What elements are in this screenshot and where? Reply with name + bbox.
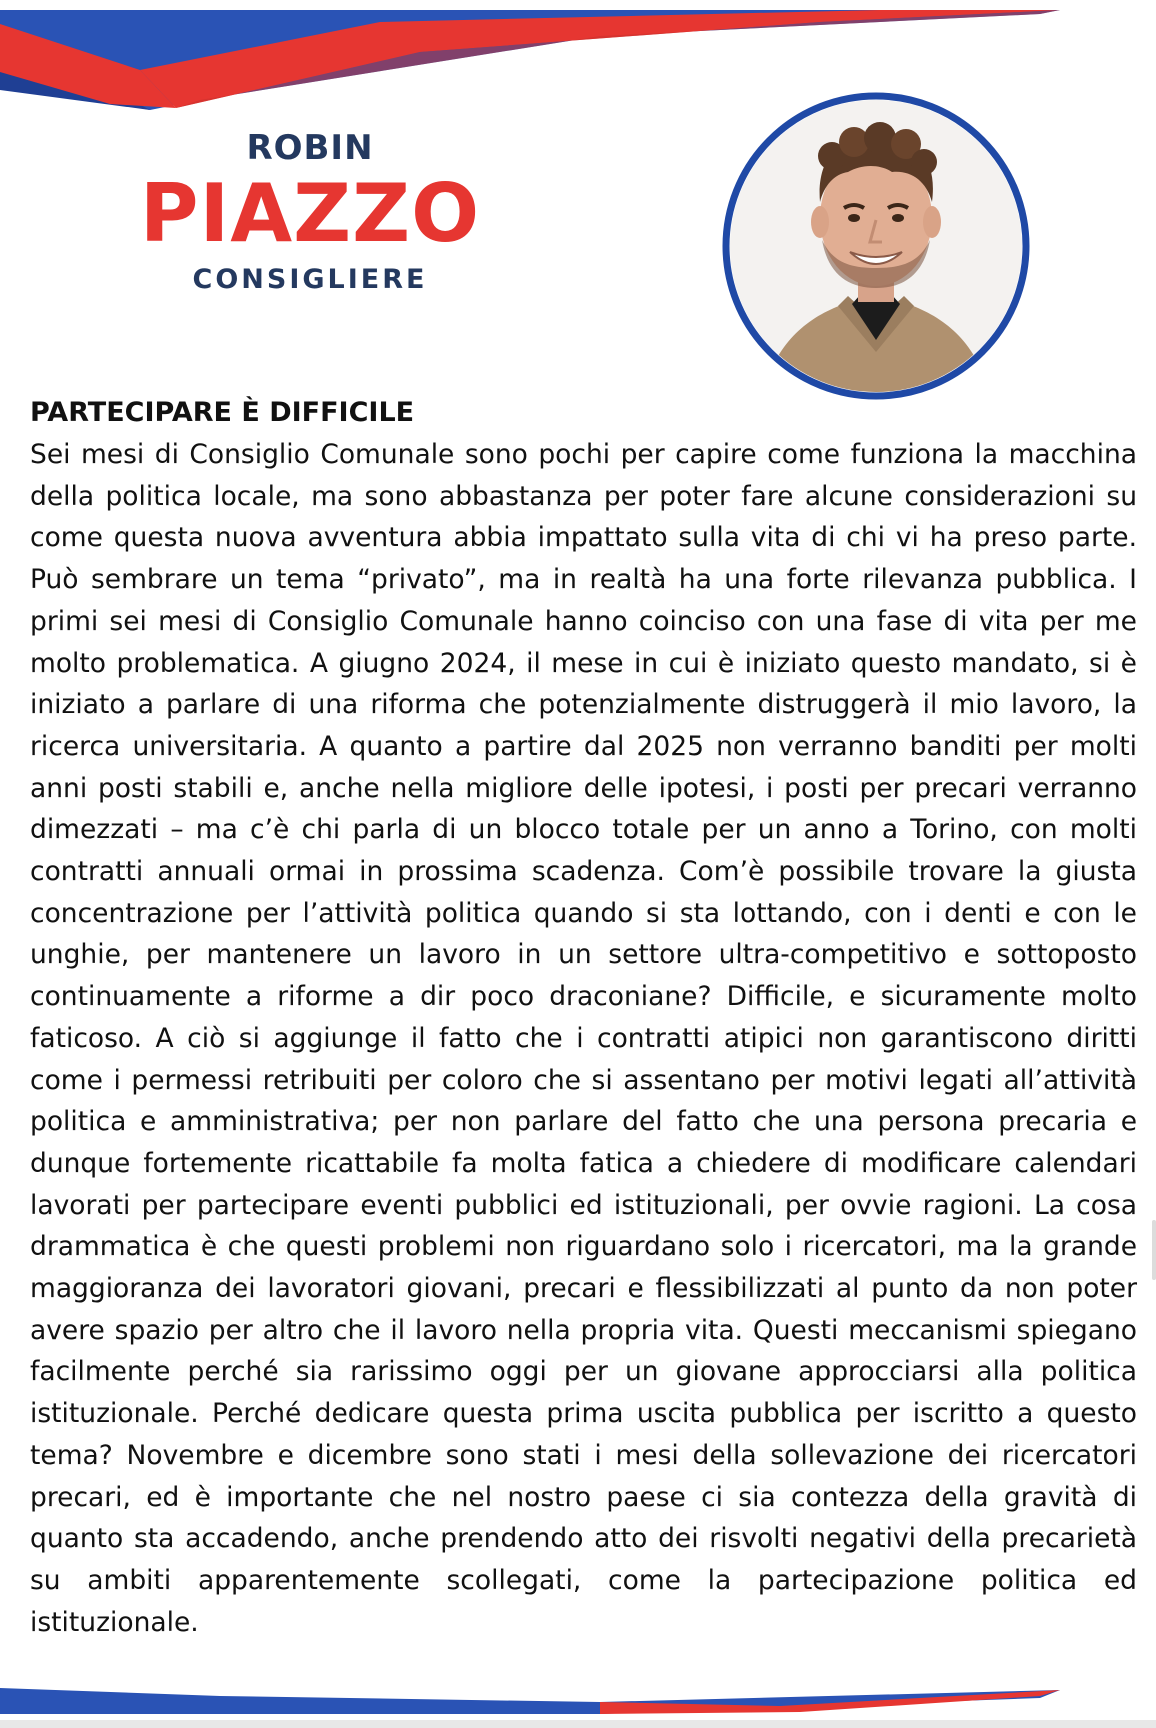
first-name: ROBIN: [246, 128, 374, 168]
article-body: Sei mesi di Consiglio Comunale sono pochi per capire come funziona la macchina della politica locale, ma sono abbastanza per poter fare alcune considerazioni su come questa nuova avventura abbia impattato sulla vita di chi vi ha preso parte. Può sembrare un tema “privato”, ma in realtà ha una forte rilevanza pubblica. I primi sei mesi di Consiglio Comunale hanno coinciso con una fase di vita per me molto problematica. A giugno 2024, il mese in cui è iniziato questo mandato, si è iniziato a parlare di una riforma che potenzialmente distruggerà il mio lavoro, la ricerca universitaria. A quanto a partire dal 2025 non verranno banditi per molti anni posti stabili e, anche nella migliore delle ipotesi, i posti per precari verranno dimezzati – ma c’è chi parla di un blocco totale per un anno a Torino, con molti contratti annuali ormai in prossima scadenza. Com’è possibile trovare la giusta concentrazione per l’attività politica quando si sta lottando, con i denti e con le unghie, per mantenere un lavoro in un settore ultra-competitivo e sottoposto continuamente a riforme a dir poco draconiane? Difficile, e sicuramente molto faticoso. A ciò si aggiunge il fatto che i contratti atipici non garantiscono diritti come i permessi retribuiti per coloro che si assentano per motivi legati all’attività politica e amministrativa; per non parlare del fatto che una persona precaria e dunque fortemente ricattabile fa molta fatica a chiedere di modificare calendari lavorati per partecipare eventi pubblici ed istituzionali, per ovvie ragioni. La cosa drammatica è che questi problemi non riguardano solo i ricercatori, ma la grande maggioranza dei lavoratori giovani, precari e flessibilizzati al punto da non poter avere spazio per altro che il lavoro nella propria vita. Questi meccanismi spiegano facilmente perché sia rarissimo oggi per un giovane approcciarsi alla politica istituzionale. Perché dedicare questa prima uscita pubblica per iscritto a questo tema? Novembre e dicembre sono stati i mesi della sollevazione dei ricercatori precari, ed è importante che nel nostro paese ci sia contezza della gravità di quanto sta accadendo, anche prendendo atto dei risvolti negativi della precarietà su ambiti apparentemente scollegati, come la partecipazione politica ed istituzionale.: [30, 439, 1137, 1638]
scrollbar-hint: [1152, 1220, 1156, 1280]
name-block: [110, 128, 510, 298]
role-title: CONSIGLIERE: [192, 264, 428, 295]
portrait-photo: [720, 90, 1032, 402]
article: [30, 394, 1137, 1643]
article-title: PARTECIPARE È DIFFICILE: [30, 397, 415, 428]
bottom-banner: [0, 1680, 1156, 1728]
last-name: PIAZZO: [139, 167, 481, 260]
